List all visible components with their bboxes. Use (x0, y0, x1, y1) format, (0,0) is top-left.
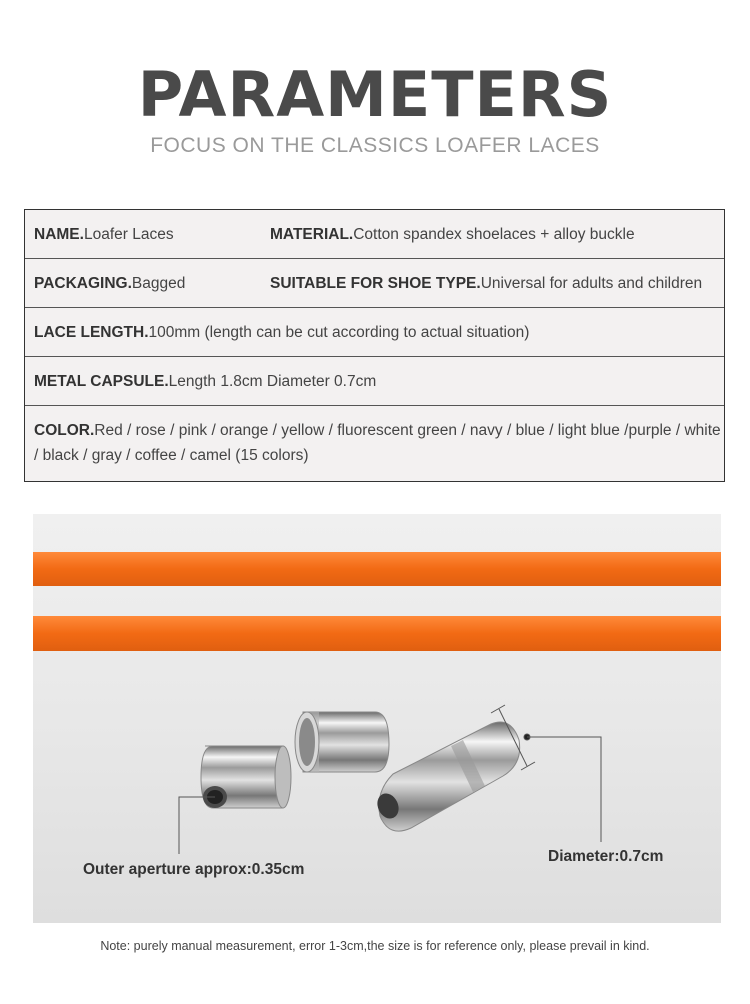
spec-material-value: Cotton spandex shoelaces + alloy buckle (353, 226, 635, 243)
orange-lace-bottom (33, 616, 721, 651)
spec-packaging-value: Bagged (131, 275, 186, 292)
page-subtitle: FOCUS ON THE CLASSICS LOAFER LACES (150, 134, 600, 157)
spec-metal-capsule-label: METAL CAPSULE. (34, 373, 169, 390)
spec-row-metal-capsule (25, 357, 724, 406)
spec-row-lace-length (25, 308, 724, 357)
spec-metal-capsule-value: Length 1.8cm Diameter 0.7cm (168, 373, 377, 390)
spec-shoe-type-value: Universal for adults and children (480, 275, 703, 292)
orange-lace-top (33, 552, 721, 586)
footer-note: Note: purely manual measurement, error 1-3cm,the size is for reference only, please prevail in kind. (100, 939, 650, 953)
spec-name (34, 210, 174, 259)
spec-lace-length (34, 308, 529, 357)
parameters-table (24, 209, 725, 482)
spec-row-color (25, 406, 724, 481)
spec-shoe-type (270, 259, 702, 308)
spec-metal-capsule (34, 357, 376, 406)
spec-lace-length-value: 100mm (length can be cut according to actual situation) (148, 324, 530, 341)
product-photo (33, 514, 721, 923)
diameter-callout: Diameter:0.7cm (548, 848, 664, 865)
spec-packaging (34, 259, 185, 308)
spec-shoe-type-label: SUITABLE FOR SHOE TYPE. (270, 275, 481, 292)
aperture-callout: Outer aperture approx:0.35cm (83, 861, 305, 878)
spec-color-label: COLOR. (34, 422, 95, 439)
spec-lace-length-label: LACE LENGTH. (34, 324, 149, 341)
spec-row-name (25, 210, 724, 259)
page-title: PARAMETERS (137, 58, 613, 131)
spec-material-label: MATERIAL. (270, 226, 354, 243)
spec-color-value: Red / rose / pink / orange / yellow / fluorescent green / navy / blue / light blue /purple / white / black / gray / coffee / camel (15 colors) (34, 422, 721, 464)
spec-row-packaging (25, 259, 724, 308)
spec-material (270, 210, 635, 259)
capsule-assembled (373, 722, 519, 831)
capsule-end-middle (295, 712, 389, 772)
spec-name-value: Loafer Laces (83, 226, 174, 243)
spec-packaging-label: PACKAGING. (34, 275, 132, 292)
spec-color (34, 418, 724, 468)
spec-name-label: NAME. (34, 226, 84, 243)
